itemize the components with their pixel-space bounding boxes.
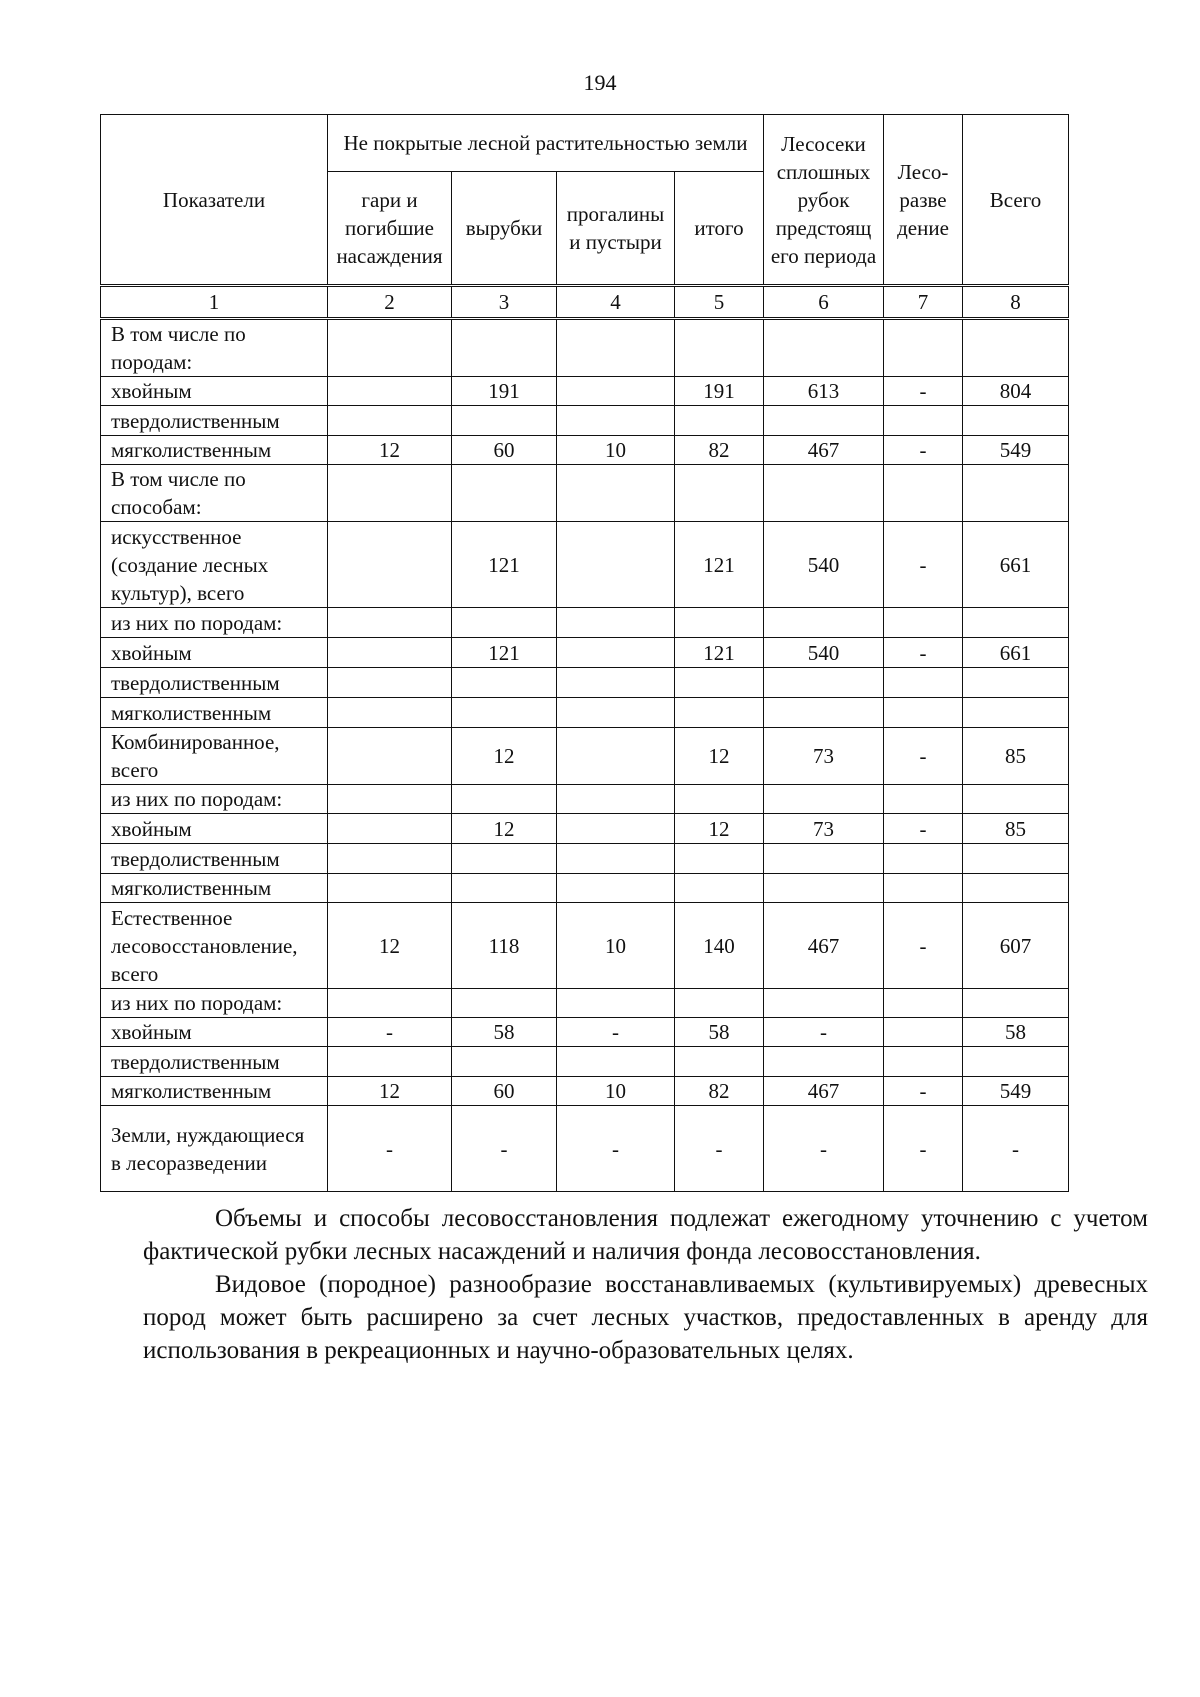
table-row (101, 465, 1069, 522)
table-cell (764, 989, 884, 1018)
header-total: Всего (963, 115, 1069, 286)
table-cell (963, 989, 1069, 1018)
table-row (101, 785, 1069, 814)
row-label: из них по породам: (101, 989, 328, 1018)
table-cell (452, 406, 557, 436)
table-cell: 661 (963, 522, 1069, 608)
column-number: 3 (452, 286, 557, 319)
table-cell (764, 668, 884, 698)
table-cell: 121 (675, 638, 764, 668)
header-clearcuts: Лесосеки сплошных рубок предстоящ его периода (764, 115, 884, 286)
table-cell (675, 844, 764, 874)
table-cell (328, 1047, 452, 1077)
table-cell: 467 (764, 1077, 884, 1106)
table-cell: - (764, 1018, 884, 1047)
table-row (101, 814, 1069, 844)
table-cell (557, 608, 675, 638)
row-label: из них по породам: (101, 608, 328, 638)
table-cell: - (452, 1106, 557, 1192)
table-cell (675, 698, 764, 728)
table-cell: 121 (452, 522, 557, 608)
header-not-covered-group: Не покрытые лесной растительностью земли (328, 115, 764, 172)
header-afforestation: Лесо-разве дение (884, 115, 963, 286)
forest-restoration-table (100, 114, 1069, 1192)
table-cell: 467 (764, 436, 884, 465)
table-cell: 121 (675, 522, 764, 608)
table-cell (963, 785, 1069, 814)
table-cell (557, 406, 675, 436)
paragraph: Видовое (породное) разнообразие восстанавливаемых (культивируемых) древесных пород может быть расширено за счет лесных участков, предоставленных в аренду для использования в рекреационных и научно-образовательных целях. (143, 1271, 1148, 1364)
row-label: В том числе по способам: (101, 465, 328, 522)
table-cell: 60 (452, 436, 557, 465)
table-row (101, 1018, 1069, 1047)
table-cell: - (764, 1106, 884, 1192)
table-cell (452, 319, 557, 377)
table-cell: 540 (764, 522, 884, 608)
table-cell (884, 844, 963, 874)
table-row (101, 406, 1069, 436)
row-label: В том числе по породам: (101, 319, 328, 377)
table-cell: 607 (963, 903, 1069, 989)
row-label: твердолиственным (101, 1047, 328, 1077)
column-number: 1 (101, 286, 328, 319)
header-indicators: Показатели (101, 115, 328, 286)
table-cell (884, 1018, 963, 1047)
table-cell: - (557, 1018, 675, 1047)
table-cell (328, 844, 452, 874)
table-cell: - (884, 1106, 963, 1192)
column-number: 8 (963, 286, 1069, 319)
column-number: 5 (675, 286, 764, 319)
table-cell (884, 668, 963, 698)
table-cell (963, 1047, 1069, 1077)
table-cell (764, 698, 884, 728)
table-cell (452, 844, 557, 874)
table-cell: - (884, 1077, 963, 1106)
table-cell (452, 465, 557, 522)
row-label: из них по породам: (101, 785, 328, 814)
row-label: хвойным (101, 1018, 328, 1047)
table-cell (764, 465, 884, 522)
table-cell (884, 989, 963, 1018)
table-cell (764, 1047, 884, 1077)
table-cell (452, 668, 557, 698)
row-label: мягколиственным (101, 874, 328, 903)
table-cell: 73 (764, 728, 884, 785)
table-row (101, 1047, 1069, 1077)
table-cell: 85 (963, 728, 1069, 785)
table-cell (675, 406, 764, 436)
table-cell: 82 (675, 436, 764, 465)
row-label: мягколиственным (101, 1077, 328, 1106)
table-cell: 121 (452, 638, 557, 668)
table-cell: 467 (764, 903, 884, 989)
row-label: твердолиственным (101, 844, 328, 874)
table-cell (557, 728, 675, 785)
table-cell: - (328, 1106, 452, 1192)
table-row (101, 377, 1069, 406)
paragraph: Объемы и способы лесовосстановления подлежат ежегодному уточнению с учетом фактической рубки лесных насаждений и наличия фонда лесовосстановления. (143, 1205, 1148, 1265)
table-cell (328, 785, 452, 814)
row-label: хвойным (101, 377, 328, 406)
table-cell (557, 522, 675, 608)
table-cell (764, 608, 884, 638)
table-cell (764, 319, 884, 377)
column-number: 4 (557, 286, 675, 319)
table-cell: - (675, 1106, 764, 1192)
table-cell: 140 (675, 903, 764, 989)
table-cell (557, 465, 675, 522)
table-cell: 12 (328, 903, 452, 989)
table-cell (452, 1047, 557, 1077)
table-row (101, 1077, 1069, 1106)
table-cell (963, 319, 1069, 377)
table-cell (764, 785, 884, 814)
table-cell: 60 (452, 1077, 557, 1106)
table-cell: 58 (963, 1018, 1069, 1047)
table-cell: - (557, 1106, 675, 1192)
table-cell (963, 844, 1069, 874)
table-row (101, 436, 1069, 465)
table-row (101, 989, 1069, 1018)
table-cell (452, 785, 557, 814)
table-row (101, 608, 1069, 638)
page-number: 194 (583, 70, 617, 95)
table-cell: - (328, 1018, 452, 1047)
table-cell: 73 (764, 814, 884, 844)
table-cell: - (884, 903, 963, 989)
table-cell (328, 728, 452, 785)
table-cell (328, 465, 452, 522)
table-cell (675, 874, 764, 903)
table-cell (557, 874, 675, 903)
row-label: искусственное (создание лесных культур), всего (101, 522, 328, 608)
table-cell: 10 (557, 903, 675, 989)
table-cell (328, 319, 452, 377)
table-cell (452, 698, 557, 728)
table-cell (884, 319, 963, 377)
table-cell (557, 989, 675, 1018)
row-label: твердолиственным (101, 406, 328, 436)
table-cell: 82 (675, 1077, 764, 1106)
row-label: Естественное лесовосстановление, всего (101, 903, 328, 989)
row-label: мягколиственным (101, 698, 328, 728)
header-cuttings: вырубки (452, 172, 557, 286)
table-cell: - (884, 638, 963, 668)
table-cell (764, 844, 884, 874)
table-row (101, 319, 1069, 377)
row-label: мягколиственным (101, 436, 328, 465)
table-cell: 12 (675, 728, 764, 785)
table-cell (452, 608, 557, 638)
table-cell (675, 989, 764, 1018)
table-cell: 191 (452, 377, 557, 406)
table-row (101, 668, 1069, 698)
table-cell (557, 698, 675, 728)
table-cell (963, 668, 1069, 698)
table-cell (557, 377, 675, 406)
table-cell (884, 406, 963, 436)
table-cell (557, 319, 675, 377)
table-cell (452, 989, 557, 1018)
table-cell: 58 (452, 1018, 557, 1047)
table-cell (675, 668, 764, 698)
column-number: 6 (764, 286, 884, 319)
table-row (101, 874, 1069, 903)
table-cell: 549 (963, 1077, 1069, 1106)
table-cell (675, 319, 764, 377)
table-cell (963, 465, 1069, 522)
column-number: 2 (328, 286, 452, 319)
table-cell: 118 (452, 903, 557, 989)
table-cell: 191 (675, 377, 764, 406)
table-cell (328, 406, 452, 436)
table-cell (884, 785, 963, 814)
table-cell: 12 (328, 436, 452, 465)
table-cell: - (884, 377, 963, 406)
table-cell: 85 (963, 814, 1069, 844)
row-label: хвойным (101, 638, 328, 668)
table-cell (328, 989, 452, 1018)
table-cell (328, 522, 452, 608)
table-cell: 10 (557, 436, 675, 465)
table-cell (963, 608, 1069, 638)
table-cell: - (884, 522, 963, 608)
table-cell (884, 1047, 963, 1077)
table-cell (963, 874, 1069, 903)
table-cell (328, 698, 452, 728)
table-cell (328, 377, 452, 406)
table-row (101, 903, 1069, 989)
header-glades: прогалины и пустыри (557, 172, 675, 286)
table-cell (557, 785, 675, 814)
table-cell: 661 (963, 638, 1069, 668)
row-label: твердолиственным (101, 668, 328, 698)
table-cell (328, 668, 452, 698)
table-cell (884, 465, 963, 522)
table-cell (884, 698, 963, 728)
table-cell (675, 1047, 764, 1077)
table-row (101, 1106, 1069, 1192)
table-cell: 804 (963, 377, 1069, 406)
body-text (143, 1202, 1148, 1367)
table-cell: 613 (764, 377, 884, 406)
table-row (101, 638, 1069, 668)
table-cell: - (884, 728, 963, 785)
table-cell (557, 638, 675, 668)
table-cell (557, 668, 675, 698)
table-cell (328, 874, 452, 903)
column-number-row (101, 286, 1069, 319)
row-label: Земли, нуждающиеся в лесоразведении (101, 1106, 328, 1192)
table-cell: 12 (452, 728, 557, 785)
table-cell (963, 406, 1069, 436)
table-cell (884, 608, 963, 638)
table-cell: - (884, 436, 963, 465)
table-cell (675, 465, 764, 522)
table-cell (452, 874, 557, 903)
table-cell (328, 638, 452, 668)
table-cell (328, 608, 452, 638)
table-cell (675, 785, 764, 814)
table-cell: - (884, 814, 963, 844)
table-cell: 10 (557, 1077, 675, 1106)
table-cell (557, 844, 675, 874)
table-cell (328, 814, 452, 844)
table-row (101, 698, 1069, 728)
row-label: хвойным (101, 814, 328, 844)
table-cell (557, 1047, 675, 1077)
table-cell (884, 874, 963, 903)
table-cell (557, 814, 675, 844)
table-cell (963, 698, 1069, 728)
table-cell: 12 (452, 814, 557, 844)
table-row (101, 522, 1069, 608)
table-cell: 58 (675, 1018, 764, 1047)
table-cell: 12 (328, 1077, 452, 1106)
table-cell: 540 (764, 638, 884, 668)
table-cell (675, 608, 764, 638)
row-label: Комбинированное, всего (101, 728, 328, 785)
table-cell (764, 406, 884, 436)
table-row (101, 728, 1069, 785)
table-cell (764, 874, 884, 903)
table-cell: 549 (963, 436, 1069, 465)
table-cell: 12 (675, 814, 764, 844)
table-row (101, 844, 1069, 874)
header-burned: гари и погибшие насаждения (328, 172, 452, 286)
column-number: 7 (884, 286, 963, 319)
header-subtotal: итого (675, 172, 764, 286)
table-cell: - (963, 1106, 1069, 1192)
